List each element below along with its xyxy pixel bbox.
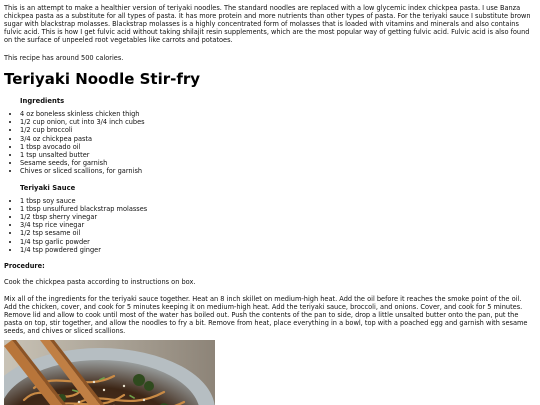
list-item: • 1/4 tsp powdered ginger xyxy=(20,246,534,254)
list-item: • 1/2 cup onion, cut into 3/4 inch cubes xyxy=(20,118,534,126)
recipe-title: Teriyaki Noodle Stir-fry xyxy=(4,70,201,88)
list-item: • 1 tbsp soy sauce xyxy=(20,197,534,205)
recipe-content xyxy=(4,4,534,405)
sauce-list xyxy=(4,197,534,254)
sauce-heading: Teriyaki Sauce xyxy=(20,183,76,192)
ingredients-heading: Ingredients xyxy=(20,97,65,105)
list-item: • 1/2 tbsp sherry vinegar xyxy=(20,213,534,221)
calories-note: This recipe has around 500 calories. xyxy=(4,54,124,62)
noodle-bowl-photo xyxy=(4,340,215,405)
ingredients-list xyxy=(4,110,534,176)
list-item: • 1 tbsp avocado oil xyxy=(20,143,534,151)
list-item: • 1/4 tsp garlic powder xyxy=(20,238,534,246)
list-item: • 3/4 oz chickpea pasta xyxy=(20,135,534,143)
list-item: • 1 tsp unsalted butter xyxy=(20,151,534,159)
list-item: • Chives or sliced scallions, for garnish xyxy=(20,167,534,175)
procedure-step-2: Mix all of the ingredients for the teriyaki sauce together. Heat an 8 inch skillet on medium-high heat. Add the oil before it reaches the smoke point of the oil. Add the chicken, cover, and cook for 5 minutes keeping it on medium-high heat. Add the teriyaki sauce, broccoli, and onions. Cover, and cook for 5 minutes. Remove lid and allow to cook until most of the water has boiled out. Push the contents of the pan to side, drop a little unsalted butter onto the pan, put the pasta on top, stir together, and allow the noodles to fry a bit. Remove from heat, place everything in a bowl, top with a poached egg and garnish with sesame seeds, and chives or sliced scallions. xyxy=(4,295,528,336)
procedure-step-1: Cook the chickpea pasta according to instructions on box. xyxy=(4,278,196,287)
list-item: • 1/2 cup broccoli xyxy=(20,126,534,134)
procedure-heading: Procedure: xyxy=(4,262,45,271)
list-item: • 4 oz boneless skinless chicken thigh xyxy=(20,110,534,118)
intro-paragraph: This is an attempt to make a healthier version of teriyaki noodles. The standard noodles are replaced with a low glycemic index chickpea pasta. I use Banza chickpea pasta as a substitute for all types of pasta. It has more protein and more nutrients than other types of pasta. For the teriyaki sauce I substitute brown sugar with blackstrap molasses. Blackstrap molasses is a highly concentrated form of molasses that is loaded with vitamins and minerals and also contains fulvic acid. This is how I get fulvic acid without taking shilajit resin supplements, which are the most popular way of getting fulvic acid. Fulvic acid is also found on the surface of unpeeled root vegetables like carrots and potatoes. xyxy=(4,4,531,44)
photo-graphic xyxy=(4,340,215,405)
list-item: • 3/4 tsp rice vinegar xyxy=(20,221,534,229)
list-item: • 1/2 tsp sesame oil xyxy=(20,229,534,237)
list-item: • 1 tbsp unsulfured blackstrap molasses xyxy=(20,205,534,213)
list-item: • Sesame seeds, for garnish xyxy=(20,159,534,167)
